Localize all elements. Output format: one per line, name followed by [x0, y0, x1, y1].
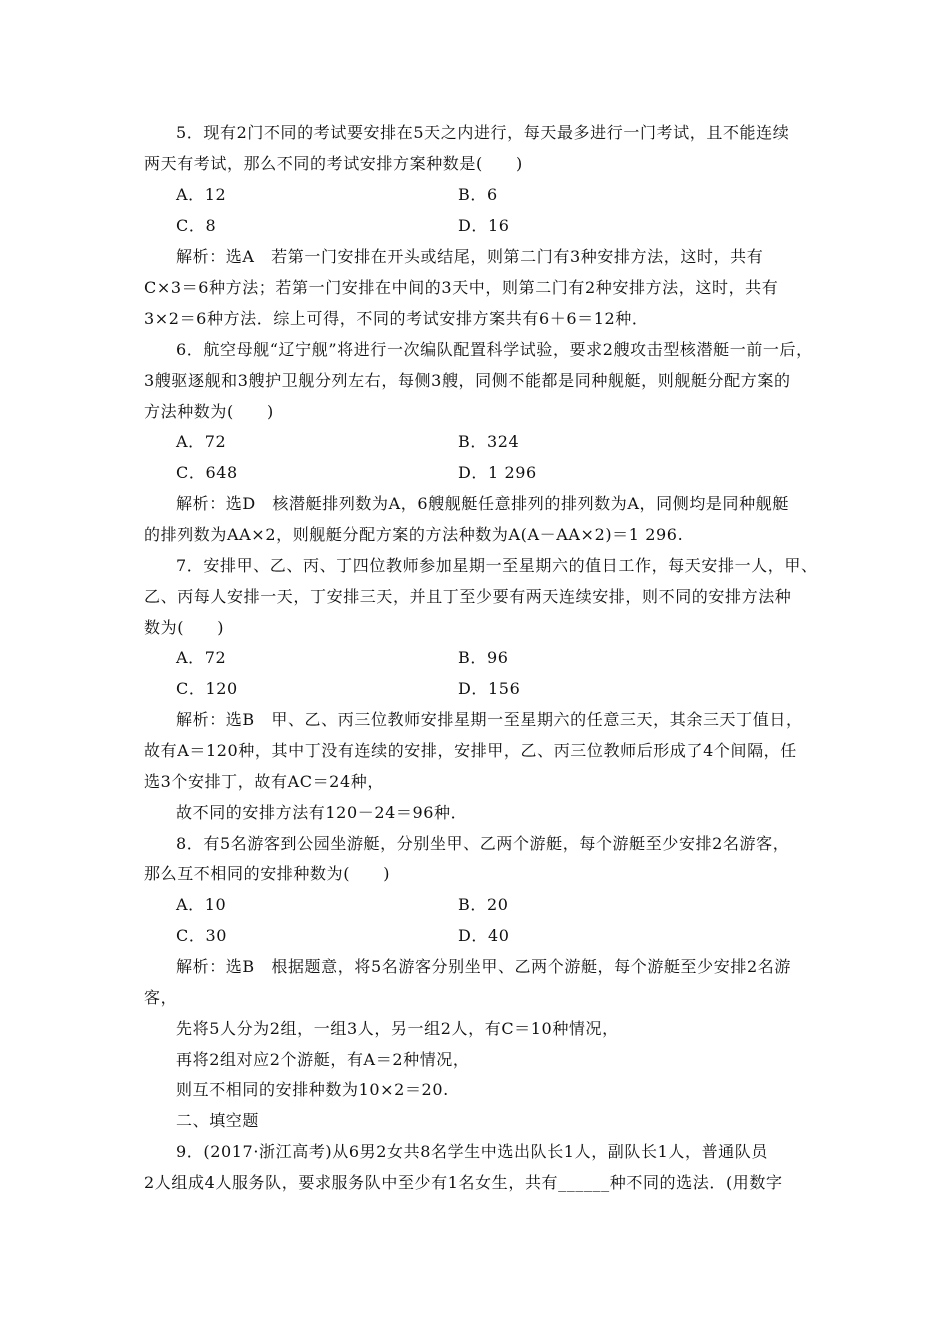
q8-solution-line-5: 则互不相同的安排种数为10×2＝20. [176, 1080, 449, 1099]
q5-stem-line-2: 两天有考试，那么不同的考试安排方案种数是( ) [144, 154, 523, 173]
q7-option-b: B．96 [458, 648, 509, 667]
q6-stem-line-1: 6．航空母舰“辽宁舰”将进行一次编队配置科学试验，要求2艘攻击型核潜艇一前一后， [176, 340, 813, 359]
q8-option-d: D．40 [458, 926, 510, 945]
q5-solution-line-2: C×3＝6种方法；若第一门安排在中间的3天中，则第二门有2种安排方法，这时，共有 [144, 278, 779, 297]
q8-option-c: C．30 [176, 926, 228, 945]
q6-solution-line-2: 的排列数为AA×2，则舰艇分配方案的方法种数为A(A－AA×2)＝1 296. [144, 525, 684, 544]
q7-solution-line-1: 解析：选B 甲、乙、丙三位教师安排星期一至星期六的任意三天，其余三天丁值日， [176, 710, 803, 729]
q9-stem-line-2: 2人组成4人服务队，要求服务队中至少有1名女生，共有______种不同的选法．(用数字 [144, 1173, 783, 1192]
q5-option-d: D．16 [458, 216, 510, 235]
q8-stem-line-1: 8．有5名游客到公园坐游艇，分别坐甲、乙两个游艇，每个游艇至少安排2名游客， [176, 834, 790, 853]
q5-solution-line-1: 解析：选A 若第一门安排在开头或结尾，则第二门有3种安排方法，这时，共有 [176, 247, 764, 266]
q5-stem-line-1: 5．现有2门不同的考试要安排在5天之内进行，每天最多进行一门考试，且不能连续 [176, 123, 790, 142]
q8-solution-line-4: 再将2组对应2个游艇，有A＝2种情况， [176, 1050, 470, 1069]
q6-option-b: B．324 [458, 432, 520, 451]
q6-stem-line-3: 方法种数为( ) [144, 402, 274, 421]
q5-option-b: B．6 [458, 185, 498, 204]
q5-option-c: C．8 [176, 216, 217, 235]
q6-stem-line-2: 3艘驱逐舰和3艘护卫舰分列左右，每侧3艘，同侧不能都是同种舰艇，则舰艇分配方案的 [144, 371, 791, 390]
q7-stem-line-3: 数为( ) [144, 618, 225, 637]
q7-stem-line-1: 7．安排甲、乙、丙、丁四位教师参加星期一至星期六的值日工作，每天安排一人，甲、 [176, 556, 818, 575]
q7-option-a: A．72 [176, 648, 227, 667]
q9-stem-line-1: 9．(2017·浙江高考)从6男2女共8名学生中选出队长1人，副队长1人，普通队员 [176, 1142, 768, 1161]
section-heading: 二、填空题 [176, 1111, 260, 1130]
q8-solution-line-3: 先将5人分为2组，一组3人，另一组2人，有C＝10种情况， [176, 1019, 619, 1038]
q8-option-a: A．10 [176, 895, 227, 914]
q8-solution-line-2: 客， [144, 988, 178, 1007]
q6-option-d: D．1 296 [458, 463, 537, 482]
q7-solution-line-4: 故不同的安排方法有120－24＝96种． [176, 803, 468, 822]
q8-solution-line-1: 解析：选B 根据题意，将5名游客分别坐甲、乙两个游艇，每个游艇至少安排2名游 [176, 957, 791, 976]
q8-option-b: B．20 [458, 895, 509, 914]
q7-option-d: D．156 [458, 679, 521, 698]
q7-solution-line-2: 故有A＝120种，其中丁没有连续的安排，安排甲，乙、丙三位教师后形成了4个间隔，任 [144, 741, 797, 760]
q5-solution-line-3: 3×2＝6种方法．综上可得，不同的考试安排方案共有6＋6＝12种． [144, 309, 649, 328]
q7-option-c: C．120 [176, 679, 238, 698]
q7-stem-line-2: 乙、丙每人安排一天，丁安排三天，并且丁至少要有两天连续安排，则不同的安排方法种 [144, 587, 792, 606]
q7-solution-line-3: 选3个安排丁，故有AC＝24种， [144, 772, 384, 791]
q6-option-c: C．648 [176, 463, 238, 482]
q6-option-a: A．72 [176, 432, 227, 451]
q5-option-a: A．12 [176, 185, 227, 204]
q6-solution-line-1: 解析：选D 核潜艇排列数为A，6艘舰艇任意排列的排列数为A，同侧均是同种舰艇 [176, 494, 789, 513]
q8-stem-line-2: 那么互不相同的安排种数为( ) [144, 864, 391, 883]
